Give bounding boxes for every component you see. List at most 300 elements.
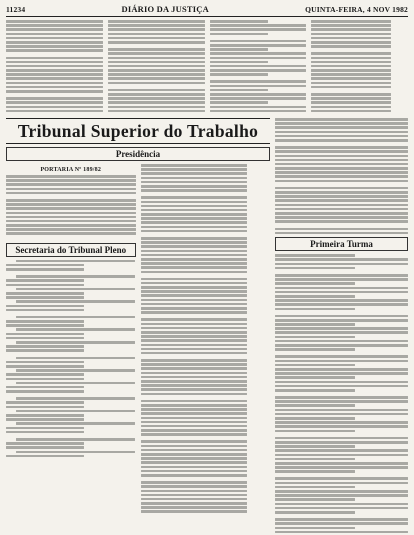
illegible-text-line (275, 348, 355, 351)
top-text-block (6, 20, 408, 115)
illegible-text-line (108, 110, 205, 113)
illegible-text-line (311, 65, 390, 68)
illegible-text-line (275, 232, 408, 235)
illegible-text-line (6, 427, 84, 430)
illegible-text-line (6, 86, 103, 89)
illegible-text-line (210, 73, 268, 76)
illegible-text-line (141, 363, 247, 366)
illegible-text-line (108, 106, 205, 109)
illegible-text-line (141, 506, 247, 509)
illegible-text-line (275, 167, 408, 170)
illegible-text-line (275, 518, 408, 521)
illegible-text-line (275, 163, 408, 166)
illegible-text-line (6, 418, 84, 421)
illegible-text-line (141, 230, 247, 233)
illegible-text-line (6, 41, 103, 44)
illegible-text-line (311, 69, 390, 72)
illegible-text-line (275, 199, 408, 202)
illegible-text-line (275, 449, 408, 452)
illegible-text-line (6, 45, 103, 48)
illegible-text-line (16, 328, 135, 331)
illegible-text-line (311, 86, 390, 89)
illegible-text-line (16, 382, 135, 385)
illegible-text-line (141, 474, 247, 477)
illegible-text-line (6, 401, 84, 404)
section-presidencia: Presidência (6, 147, 270, 161)
illegible-text-line (275, 175, 408, 178)
illegible-text-line (275, 430, 355, 433)
illegible-text-line (16, 357, 135, 360)
illegible-text-line (16, 369, 135, 372)
illegible-text-line (141, 388, 247, 391)
illegible-text-line (275, 360, 408, 363)
illegible-text-line (141, 335, 247, 338)
illegible-text-line (16, 275, 135, 278)
illegible-text-line (275, 404, 355, 407)
illegible-text-line (141, 372, 247, 375)
illegible-text-line (311, 97, 390, 100)
illegible-text-line (141, 245, 247, 248)
illegible-text-line (6, 296, 84, 299)
illegible-text-line (275, 135, 408, 138)
illegible-text-line (210, 57, 307, 60)
illegible-text-line (6, 337, 84, 340)
illegible-text-line (6, 49, 103, 52)
illegible-text-line (6, 69, 103, 72)
illegible-text-line (311, 28, 390, 31)
illegible-text-line (275, 126, 408, 129)
tribunal-section (6, 118, 270, 535)
illegible-text-line (141, 241, 247, 244)
top-column-3 (210, 20, 307, 115)
illegible-text-line (275, 303, 408, 306)
illegible-text-line (6, 224, 136, 227)
illegible-text-line (275, 155, 408, 158)
illegible-text-line (141, 237, 247, 240)
illegible-text-line (108, 73, 205, 76)
illegible-text-line (141, 205, 247, 208)
illegible-text-line (141, 196, 247, 199)
illegible-text-line (275, 376, 355, 379)
illegible-text-line (6, 20, 103, 23)
illegible-text-line (6, 386, 84, 389)
illegible-text-line (311, 24, 390, 27)
illegible-text-line (141, 299, 247, 302)
illegible-text-line (6, 324, 84, 327)
illegible-text-line (275, 482, 408, 485)
illegible-text-line (141, 266, 247, 269)
illegible-text-line (141, 380, 247, 383)
illegible-text-line (141, 258, 247, 261)
page-number: 11234 (6, 5, 26, 14)
illegible-text-line (275, 159, 408, 162)
publication-date: QUINTA-FEIRA, 4 NOV 1982 (305, 5, 408, 14)
illegible-text-line (311, 61, 390, 64)
illegible-text-line (275, 372, 408, 375)
illegible-text-line (6, 446, 84, 449)
illegible-text-line (6, 28, 103, 31)
illegible-text-line (275, 216, 408, 219)
illegible-text-line (141, 323, 247, 326)
illegible-text-line (108, 52, 205, 55)
illegible-text-line (210, 20, 268, 23)
illegible-text-line (141, 384, 247, 387)
illegible-text-line (275, 470, 355, 473)
illegible-text-line (275, 417, 355, 420)
illegible-text-line (275, 381, 408, 384)
illegible-text-line (275, 389, 355, 392)
illegible-text-line (141, 498, 247, 501)
illegible-text-line (6, 212, 136, 215)
illegible-text-line (210, 106, 307, 109)
illegible-text-line (108, 28, 205, 31)
publication-name: DIÁRIO DA JUSTIÇA (121, 4, 209, 14)
illegible-text-line (275, 180, 408, 183)
top-column-1 (6, 20, 103, 115)
illegible-text-line (311, 77, 390, 80)
illegible-text-line (16, 260, 135, 263)
illegible-text-line (275, 445, 355, 448)
section-primeira-turma: Primeira Turma (275, 237, 408, 251)
illegible-text-line (16, 451, 135, 454)
illegible-text-line (210, 101, 268, 104)
illegible-text-line (210, 80, 307, 83)
illegible-text-line (141, 201, 247, 204)
illegible-text-line (6, 373, 84, 376)
illegible-text-line (6, 101, 103, 104)
illegible-text-line (6, 320, 84, 323)
illegible-text-line (6, 455, 84, 458)
illegible-text-line (141, 425, 247, 428)
illegible-text-line (6, 203, 136, 206)
illegible-text-line (311, 101, 390, 104)
illegible-text-line (275, 146, 408, 149)
illegible-text-line (108, 41, 205, 44)
illegible-text-line (311, 106, 390, 109)
illegible-text-line (141, 440, 247, 443)
illegible-text-line (210, 44, 307, 47)
illegible-text-line (6, 110, 103, 113)
illegible-text-line (6, 284, 84, 287)
paragraph-gap (6, 237, 136, 240)
illegible-text-line (16, 300, 135, 303)
illegible-text-line (275, 409, 408, 412)
illegible-text-line (6, 264, 84, 267)
illegible-text-line (275, 413, 408, 416)
illegible-text-line (108, 61, 205, 64)
illegible-text-line (6, 77, 103, 80)
illegible-text-line (108, 82, 205, 85)
illegible-text-line (141, 470, 247, 473)
illegible-text-line (141, 352, 247, 355)
illegible-text-line (6, 309, 84, 312)
illegible-text-line (108, 33, 205, 36)
illegible-text-line (275, 425, 408, 428)
illegible-text-line (141, 181, 247, 184)
illegible-text-line (275, 282, 355, 285)
illegible-text-line (108, 65, 205, 68)
illegible-text-line (141, 404, 247, 407)
illegible-text-line (108, 77, 205, 80)
illegible-text-line (311, 33, 390, 36)
tribunal-column-left (6, 164, 136, 515)
illegible-text-line (275, 527, 355, 530)
illegible-text-line (6, 175, 136, 178)
illegible-text-line (141, 294, 247, 297)
illegible-text-line (311, 82, 390, 85)
illegible-text-line (6, 220, 136, 223)
illegible-text-line (311, 57, 390, 60)
illegible-text-line (275, 494, 408, 497)
illegible-text-line (6, 73, 103, 76)
illegible-text-line (275, 336, 355, 339)
illegible-text-line (6, 228, 136, 231)
main-block (6, 118, 408, 535)
illegible-text-line (275, 490, 408, 493)
illegible-text-line (141, 485, 247, 488)
illegible-text-line (275, 355, 408, 358)
illegible-text-line (311, 110, 390, 113)
illegible-text-line (275, 228, 408, 231)
illegible-text-line (210, 93, 307, 96)
illegible-text-line (275, 131, 408, 134)
illegible-text-line (275, 263, 408, 266)
illegible-text-line (210, 52, 307, 55)
illegible-text-line (6, 279, 84, 282)
illegible-text-line (275, 344, 408, 347)
illegible-text-line (6, 406, 84, 409)
illegible-text-line (108, 37, 205, 40)
illegible-text-line (210, 24, 307, 27)
illegible-text-line (6, 37, 103, 40)
illegible-text-line (6, 90, 103, 93)
illegible-text-line (141, 327, 247, 330)
top-column-2 (108, 20, 205, 115)
illegible-text-line (141, 490, 247, 493)
illegible-text-line (108, 20, 205, 23)
illegible-text-line (141, 466, 247, 469)
illegible-text-line (6, 390, 84, 393)
illegible-text-line (141, 433, 247, 436)
illegible-text-line (6, 431, 84, 434)
illegible-text-line (210, 33, 268, 36)
illegible-text-line (6, 305, 84, 308)
illegible-text-line (141, 278, 247, 281)
section-secretaria-pleno: Secretaria do Tribunal Pleno (6, 243, 136, 257)
top-column-4 (311, 20, 408, 115)
illegible-text-line (141, 449, 247, 452)
illegible-text-line (141, 307, 247, 310)
illegible-text-line (141, 254, 247, 257)
illegible-text-line (275, 531, 408, 534)
illegible-text-line (275, 295, 355, 298)
illegible-text-line (141, 168, 247, 171)
illegible-text-line (311, 37, 390, 40)
illegible-text-line (275, 340, 408, 343)
illegible-text-line (275, 187, 408, 190)
illegible-text-line (141, 250, 247, 253)
illegible-text-line (141, 290, 247, 293)
illegible-text-line (275, 507, 408, 510)
illegible-text-line (210, 89, 268, 92)
illegible-text-line (275, 421, 408, 424)
illegible-text-line (6, 361, 84, 364)
illegible-text-line (275, 208, 408, 211)
right-column (275, 118, 408, 535)
illegible-text-line (275, 396, 408, 399)
illegible-text-line (6, 57, 103, 60)
illegible-text-line (6, 207, 136, 210)
illegible-text-line (275, 400, 408, 403)
illegible-text-line (16, 397, 135, 400)
illegible-text-line (6, 199, 136, 202)
illegible-text-line (210, 28, 307, 31)
illegible-text-line (141, 502, 247, 505)
illegible-text-line (275, 308, 355, 311)
illegible-text-line (141, 481, 247, 484)
illegible-text-line (6, 365, 84, 368)
illegible-text-line (210, 110, 307, 113)
illegible-text-line (108, 24, 205, 27)
illegible-text-line (141, 376, 247, 379)
illegible-text-line (141, 213, 247, 216)
illegible-text-line (275, 368, 408, 371)
illegible-text-line (275, 458, 355, 461)
illegible-text-line (108, 57, 205, 60)
illegible-text-line (141, 494, 247, 497)
page-header (6, 4, 408, 17)
illegible-text-line (275, 220, 408, 223)
illegible-text-line (275, 462, 408, 465)
illegible-text-line (275, 299, 408, 302)
illegible-text-line (275, 171, 408, 174)
illegible-text-line (275, 291, 408, 294)
illegible-text-line (275, 319, 408, 322)
illegible-text-line (6, 97, 103, 100)
tribunal-column-right (141, 164, 271, 515)
illegible-text-line (210, 69, 307, 72)
illegible-text-line (210, 61, 268, 64)
illegible-text-line (275, 466, 408, 469)
illegible-text-line (275, 454, 408, 457)
illegible-text-line (141, 303, 247, 306)
illegible-text-line (210, 40, 307, 43)
illegible-text-line (141, 367, 247, 370)
illegible-text-line (141, 318, 247, 321)
illegible-text-line (275, 503, 408, 506)
illegible-text-line (141, 282, 247, 285)
illegible-text-line (275, 331, 408, 334)
illegible-text-line (275, 477, 408, 480)
illegible-text-line (6, 188, 136, 191)
illegible-text-line (311, 41, 390, 44)
illegible-text-line (275, 486, 355, 489)
masthead-title: Tribunal Superior do Trabalho (6, 118, 270, 144)
illegible-text-line (6, 232, 136, 235)
illegible-text-line (141, 221, 247, 224)
illegible-text-line (210, 85, 307, 88)
illegible-text-line (141, 286, 247, 289)
illegible-text-line (275, 122, 408, 125)
illegible-text-line (141, 412, 247, 415)
illegible-text-line (141, 311, 247, 314)
illegible-text-line (6, 414, 84, 417)
illegible-text-line (6, 179, 136, 182)
illegible-text-line (6, 24, 103, 27)
illegible-text-line (108, 89, 205, 92)
illegible-text-line (141, 400, 247, 403)
illegible-text-line (141, 331, 247, 334)
illegible-text-line (6, 268, 84, 271)
illegible-text-line (6, 333, 84, 336)
illegible-text-line (141, 461, 247, 464)
illegible-text-line (6, 106, 103, 109)
illegible-text-line (108, 48, 205, 51)
illegible-text-line (275, 195, 408, 198)
illegible-text-line (141, 177, 247, 180)
illegible-text-line (141, 393, 247, 396)
illegible-text-line (275, 139, 408, 142)
illegible-text-line (141, 209, 247, 212)
illegible-text-line (141, 339, 247, 342)
illegible-text-line (141, 510, 247, 513)
illegible-text-line (311, 45, 390, 48)
illegible-text-line (141, 226, 247, 229)
illegible-text-line (275, 212, 408, 215)
illegible-text-line (141, 359, 247, 362)
illegible-text-line (210, 48, 268, 51)
illegible-text-line (141, 421, 247, 424)
illegible-text-line (141, 344, 247, 347)
illegible-text-line (108, 93, 205, 96)
illegible-text-line (6, 292, 84, 295)
illegible-text-line (311, 52, 390, 55)
illegible-text-line (6, 33, 103, 36)
illegible-text-line (275, 254, 355, 257)
illegible-text-line (141, 445, 247, 448)
illegible-text-line (16, 341, 135, 344)
illegible-text-line (141, 262, 247, 265)
portaria-heading: PORTARIA Nº 189/82 (40, 167, 102, 173)
illegible-text-line (141, 457, 247, 460)
illegible-text-line (6, 349, 84, 352)
illegible-text-line (141, 429, 247, 432)
illegible-text-line (108, 69, 205, 72)
illegible-text-line (16, 288, 135, 291)
illegible-text-line (6, 192, 136, 195)
illegible-text-line (16, 410, 135, 413)
illegible-text-line (6, 378, 84, 381)
illegible-text-line (275, 267, 355, 270)
illegible-text-line (275, 287, 408, 290)
illegible-text-line (275, 315, 408, 318)
illegible-text-line (6, 82, 103, 85)
illegible-text-line (141, 164, 247, 167)
illegible-text-line (141, 348, 247, 351)
illegible-text-line (275, 118, 408, 121)
illegible-text-line (275, 150, 408, 153)
illegible-text-line (141, 172, 247, 175)
illegible-text-line (311, 20, 390, 23)
illegible-text-line (108, 97, 205, 100)
illegible-text-line (275, 441, 408, 444)
illegible-text-line (6, 442, 84, 445)
illegible-text-line (6, 65, 103, 68)
illegible-text-line (275, 323, 355, 326)
illegible-text-line (141, 271, 247, 274)
illegible-text-line (141, 408, 247, 411)
illegible-text-line (210, 65, 307, 68)
